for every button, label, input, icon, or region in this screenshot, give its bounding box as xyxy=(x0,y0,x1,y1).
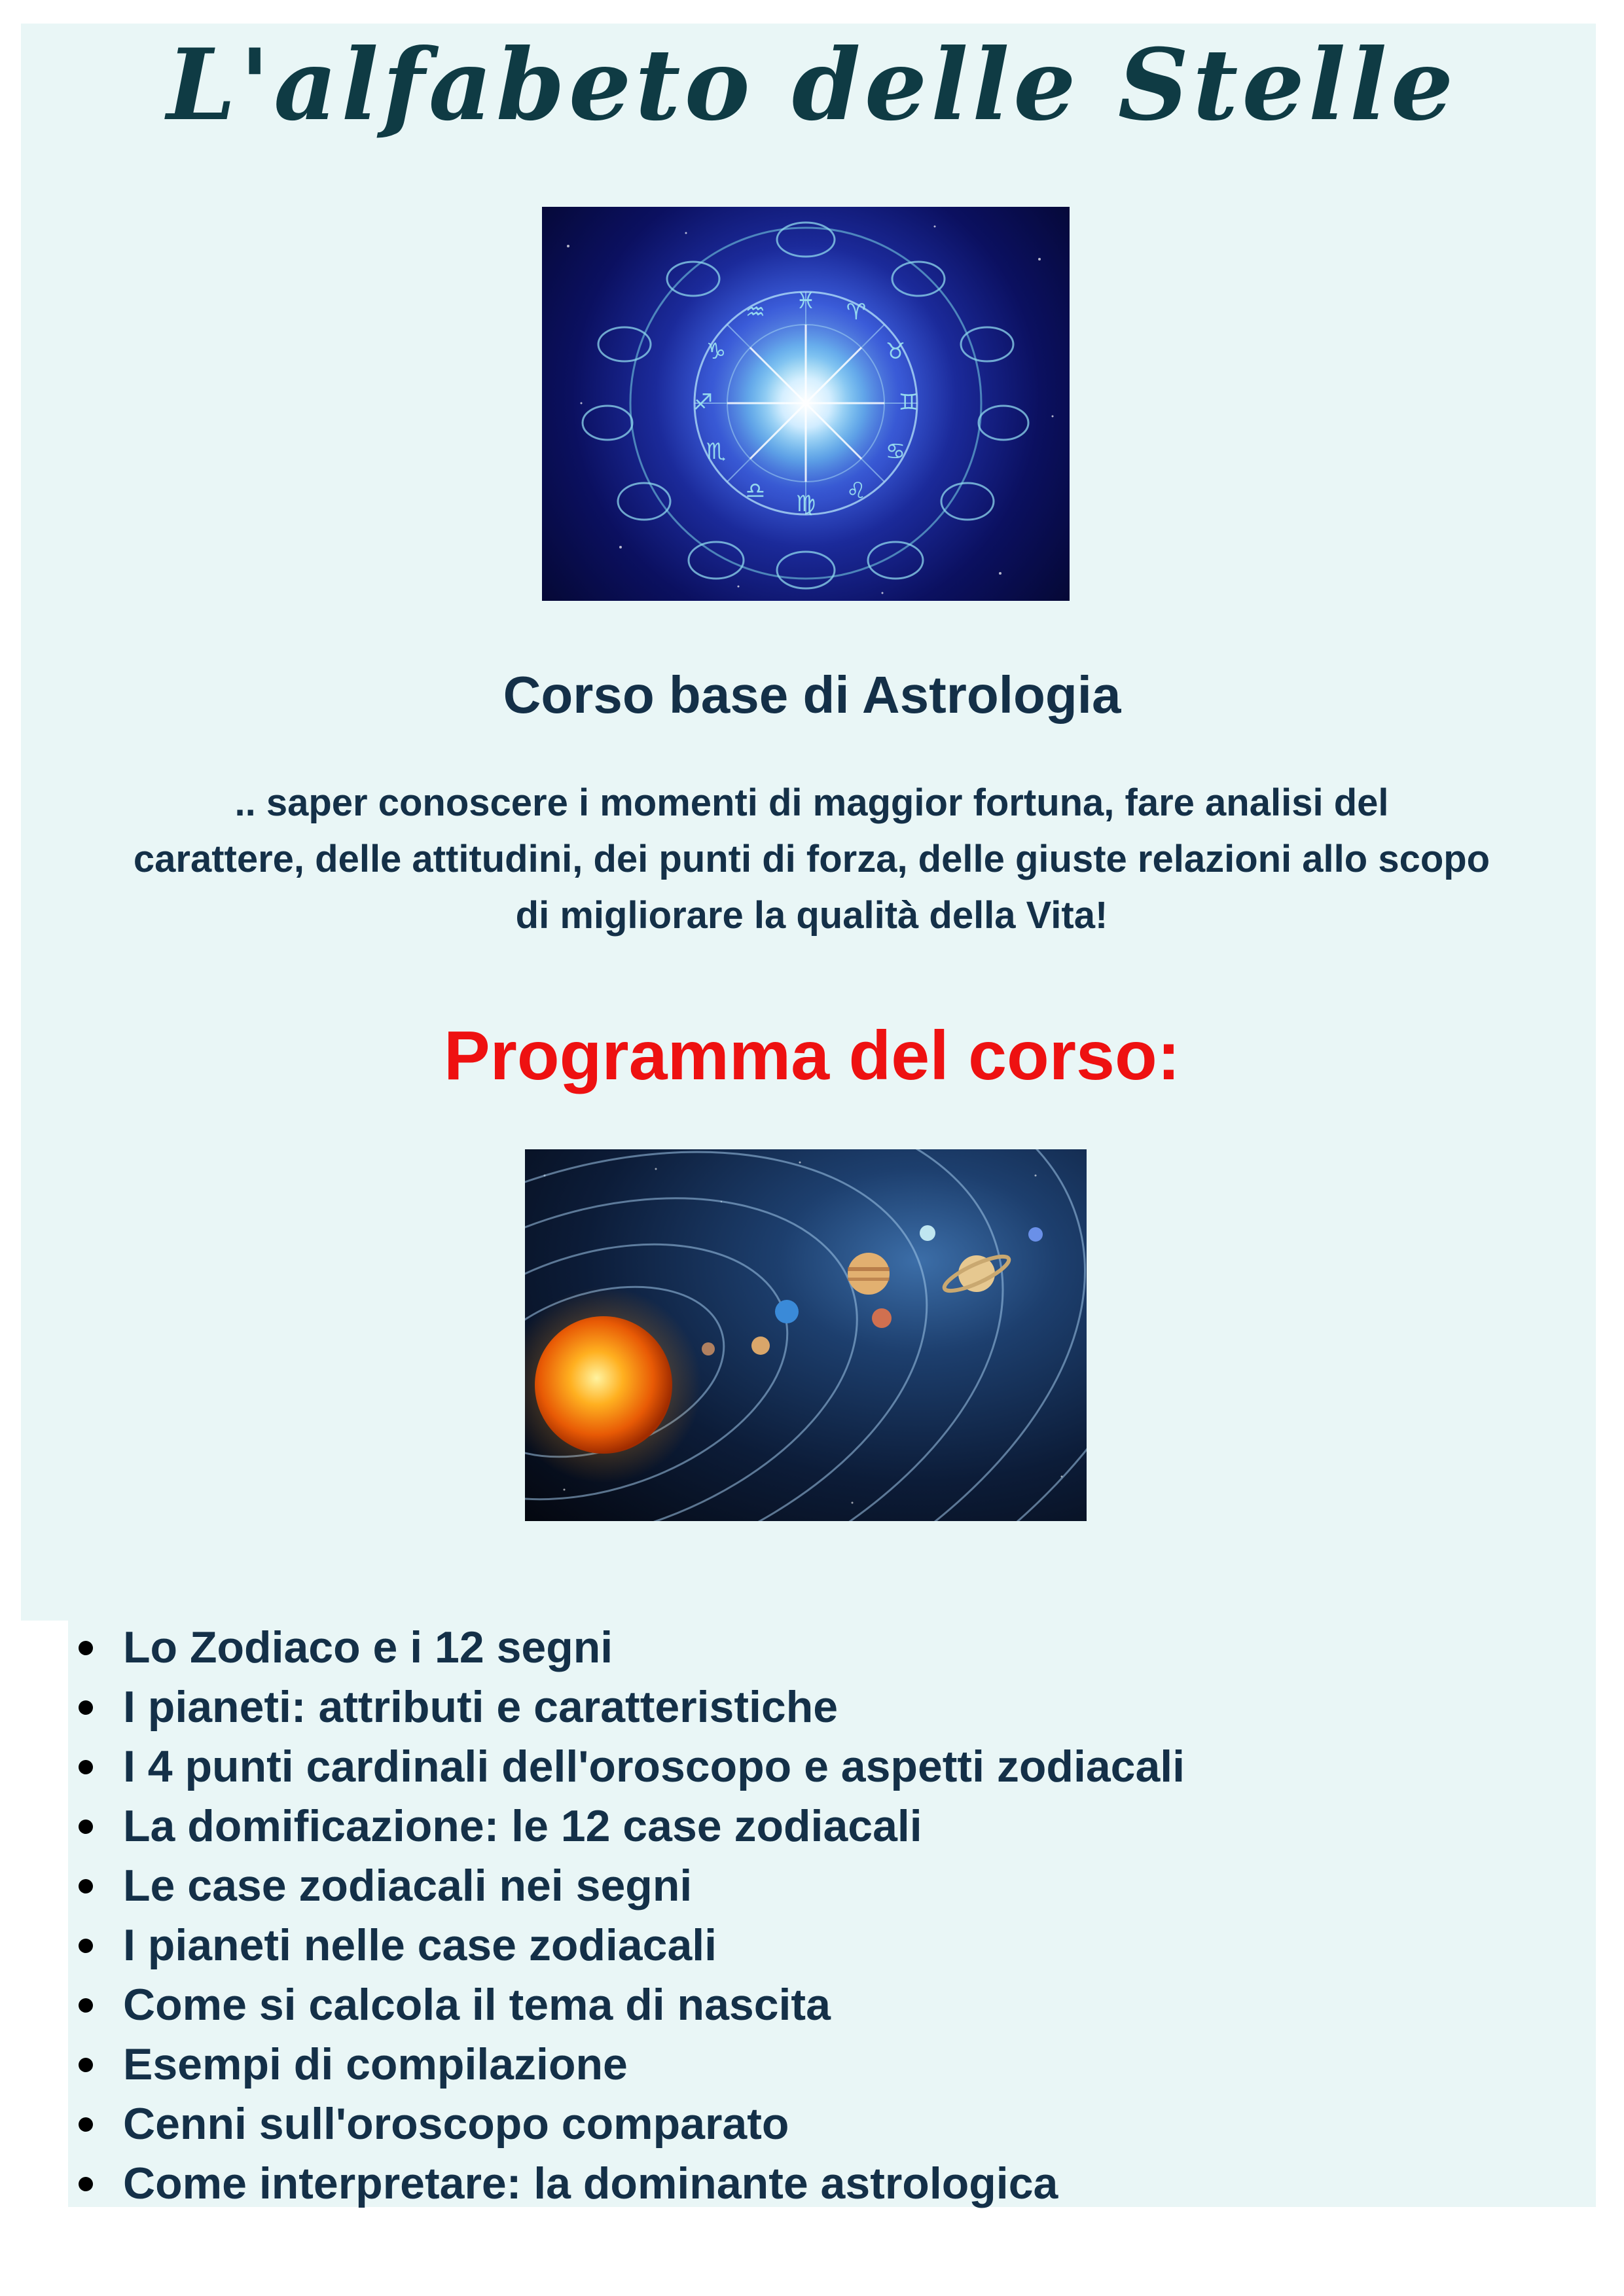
zodiac-wheel-icon xyxy=(542,207,1070,601)
intro-line: .. saper conoscere i momenti di maggior fortuna, fare analisi del xyxy=(234,781,1389,824)
solar-system-icon xyxy=(525,1149,1087,1521)
list-item xyxy=(72,1737,1578,1797)
svg-text:♌: ♌ xyxy=(846,478,867,504)
intro-line: carattere, delle attitudini, dei punti di forza, delle giuste relazioni allo scopo xyxy=(133,838,1490,880)
bullet-icon xyxy=(79,1820,93,1834)
bullet-icon xyxy=(79,1700,93,1715)
list-item xyxy=(72,1916,1578,1975)
intro-paragraph xyxy=(26,775,1597,944)
topic-label: Le case zodiacali nei segni xyxy=(123,1861,693,1910)
topic-label: Lo Zodiaco e i 12 segni xyxy=(123,1623,613,1672)
list-item xyxy=(72,1856,1578,1916)
topic-label: I pianeti nelle case zodiacali xyxy=(123,1920,717,1970)
page-title: L'alfabeto delle Stelle xyxy=(166,27,1458,143)
topic-label: Come si calcola il tema di nascita xyxy=(123,1980,831,2030)
bullet-icon xyxy=(79,1760,93,1774)
svg-text:♍: ♍ xyxy=(795,491,816,517)
svg-text:♑: ♑ xyxy=(706,338,727,365)
zodiac-wheel-image xyxy=(542,207,1070,601)
program-heading: Programma del corso: xyxy=(443,1017,1181,1094)
svg-text:♓: ♓ xyxy=(795,288,816,314)
bullet-icon xyxy=(79,1998,93,2013)
topic-label: Come interpretare: la dominante astrologica xyxy=(123,2159,1058,2208)
svg-text:♉: ♉ xyxy=(885,338,906,365)
svg-text:♋: ♋ xyxy=(885,439,906,465)
list-item xyxy=(72,1618,1578,1677)
bullet-icon xyxy=(79,2117,93,2132)
topic-label: Cenni sull'oroscopo comparato xyxy=(123,2099,789,2149)
bullet-icon xyxy=(79,1641,93,1655)
list-item xyxy=(72,1975,1578,2035)
svg-text:♊: ♊ xyxy=(898,389,919,416)
list-item xyxy=(72,1677,1578,1737)
list-item xyxy=(72,1797,1578,1856)
topic-label: Esempi di compilazione xyxy=(123,2039,628,2089)
bullet-icon xyxy=(79,2177,93,2191)
svg-text:♏: ♏ xyxy=(706,439,727,465)
list-item xyxy=(72,2035,1578,2094)
bullet-icon xyxy=(79,1879,93,1893)
topic-label: I pianeti: attributi e caratteristiche xyxy=(123,1682,839,1732)
bullet-icon xyxy=(79,2058,93,2072)
svg-text:♈: ♈ xyxy=(846,299,867,325)
solar-system-image xyxy=(525,1149,1087,1521)
svg-text:♒: ♒ xyxy=(745,299,766,325)
svg-text:♎: ♎ xyxy=(745,478,766,504)
topic-label: I 4 punti cardinali dell'oroscopo e aspetti zodiacali xyxy=(123,1742,1185,1791)
list-item xyxy=(72,2094,1578,2154)
topic-list xyxy=(72,1618,1578,2214)
intro-line: di migliorare la qualità della Vita! xyxy=(515,894,1108,937)
course-subtitle: Corso base di Astrologia xyxy=(503,666,1121,724)
bullet-icon xyxy=(79,1939,93,1953)
topic-label: La domificazione: le 12 case zodiacali xyxy=(123,1801,922,1851)
list-item xyxy=(72,2154,1578,2214)
svg-text:♐: ♐ xyxy=(693,389,713,416)
